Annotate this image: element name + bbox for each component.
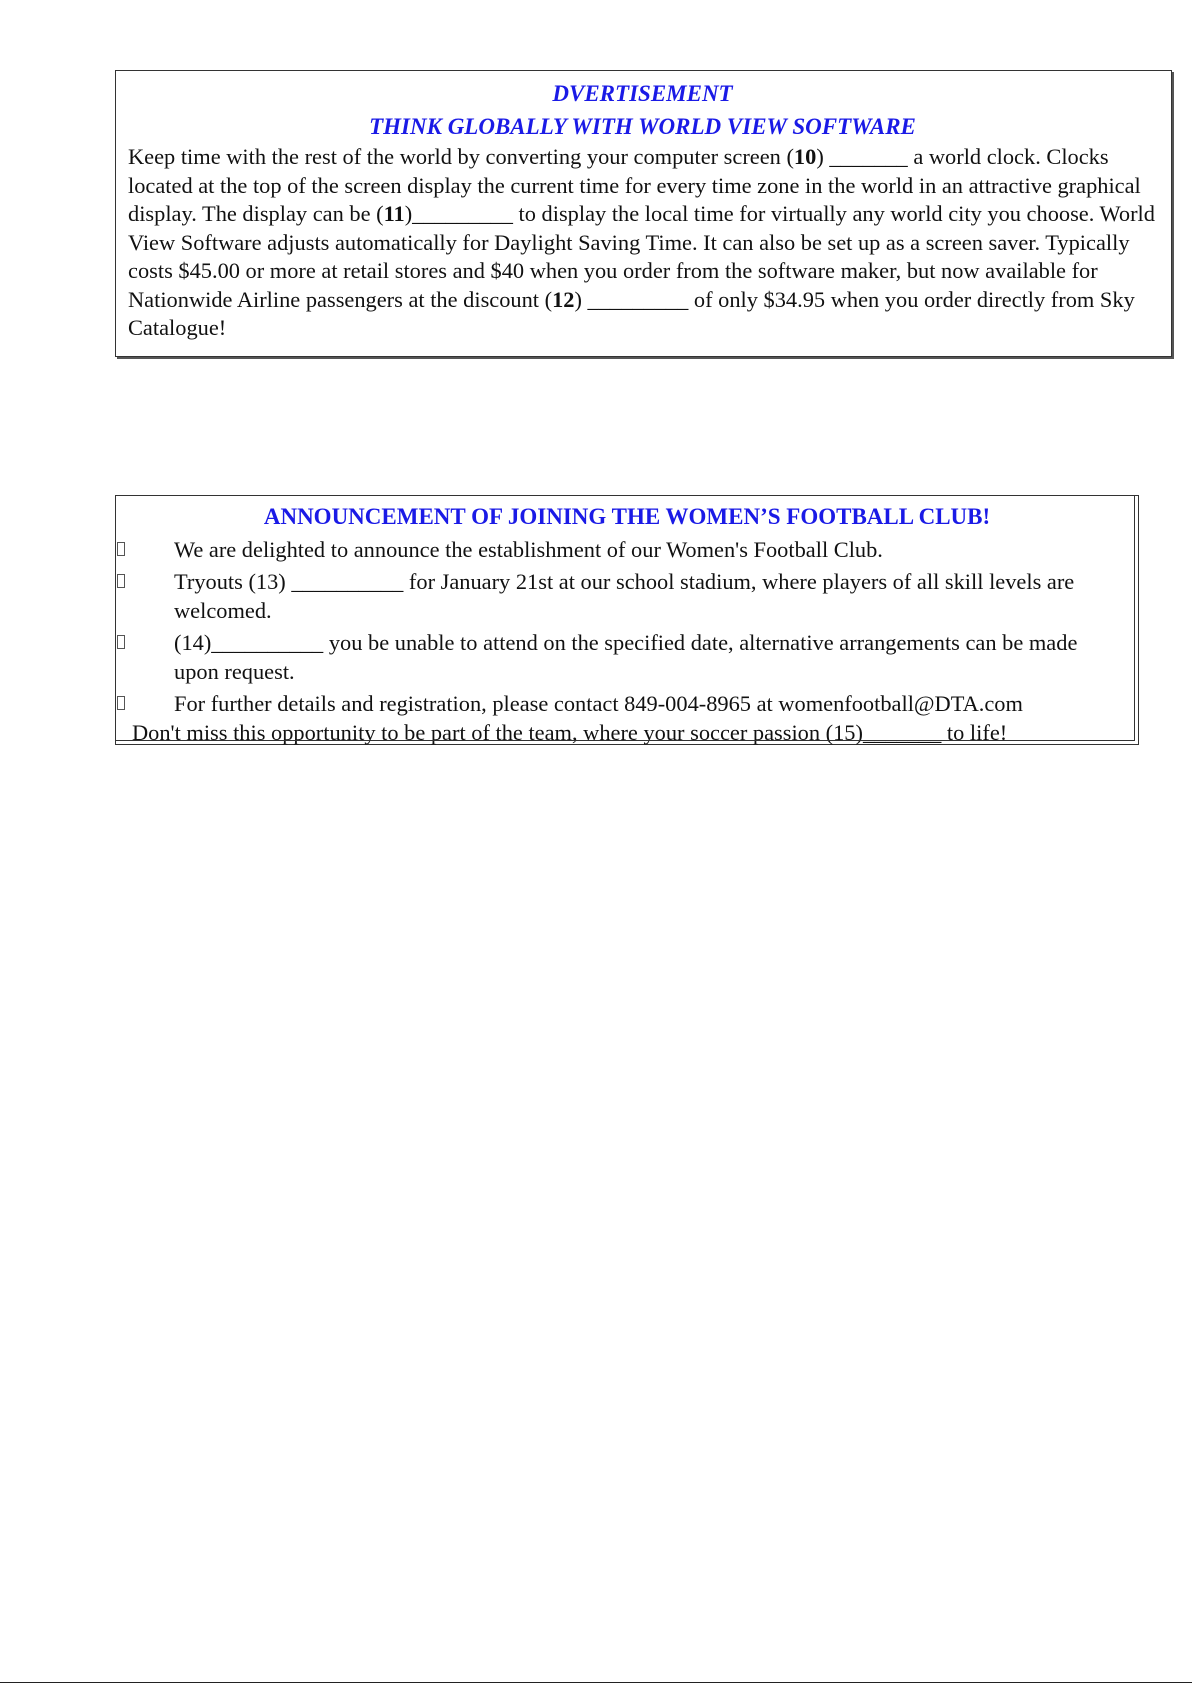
question-number-11: 11	[383, 201, 405, 226]
page-bottom-rule	[0, 1682, 1192, 1683]
announcement-list	[116, 535, 1138, 718]
announcement-item-text: Tryouts (13) __________ for January 21st at our school stadium, where players of all skill levels are welcomed.	[174, 569, 1075, 623]
bullet-box-icon	[117, 696, 125, 710]
announcement-item	[116, 535, 1138, 564]
question-number-12: 12	[552, 286, 575, 312]
ad-text-1: Keep time with the rest of the world by converting your computer screen (	[128, 144, 794, 169]
advertisement-box	[115, 70, 1172, 357]
announcement-title: ANNOUNCEMENT OF JOINING THE WOMEN’S FOOTBALL CLUB!	[263, 504, 991, 529]
announcement-closing: Don't miss this opportunity to be part of the team, where your soccer passion (15)_______ to life!	[132, 720, 1008, 745]
bullet-box-icon	[117, 635, 125, 649]
announcement-item	[116, 689, 1138, 718]
announcement-box	[115, 495, 1139, 745]
ad-text-3: )_________ to display the local time for virtually any world city you choose. World View Software adjusts automatically for Daylight Saving Time. It can also be set up as a screen saver. Typically costs $45.00 or more at retail stores and $40 when you order from the software maker, but now available for Nationwide Airline passengers at the discount (	[128, 201, 1155, 312]
advertisement-body	[128, 143, 1157, 343]
ad-text-2: ) _______ a world clock. Clocks located at the top of the screen display the current time for every time zone in the world in an attractive graphical display. The display can be (	[128, 144, 1141, 226]
bullet-box-icon	[117, 574, 125, 588]
question-number-10: 10	[793, 144, 817, 169]
bullet-box-icon	[117, 542, 125, 556]
announcement-item	[116, 567, 1138, 625]
ad-text-4: ) _________ of only $34.95 when you order directly from Sky Catalogue!	[128, 286, 1135, 340]
advertisement-heading: DVERTISEMENT	[552, 81, 733, 106]
announcement-item-text: For further details and registration, please contact 849-004-8965 at womenfootball@DTA.com	[174, 691, 1023, 716]
advertisement-subheading: THINK GLOBALLY WITH WORLD VIEW SOFTWARE	[369, 114, 916, 139]
announcement-item	[116, 628, 1138, 686]
announcement-item-text: (14)__________ you be unable to attend on the specified date, alternative arrangements can be made upon request.	[174, 630, 1078, 684]
announcement-item-text: We are delighted to announce the establishment of our Women's Football Club.	[174, 537, 883, 562]
